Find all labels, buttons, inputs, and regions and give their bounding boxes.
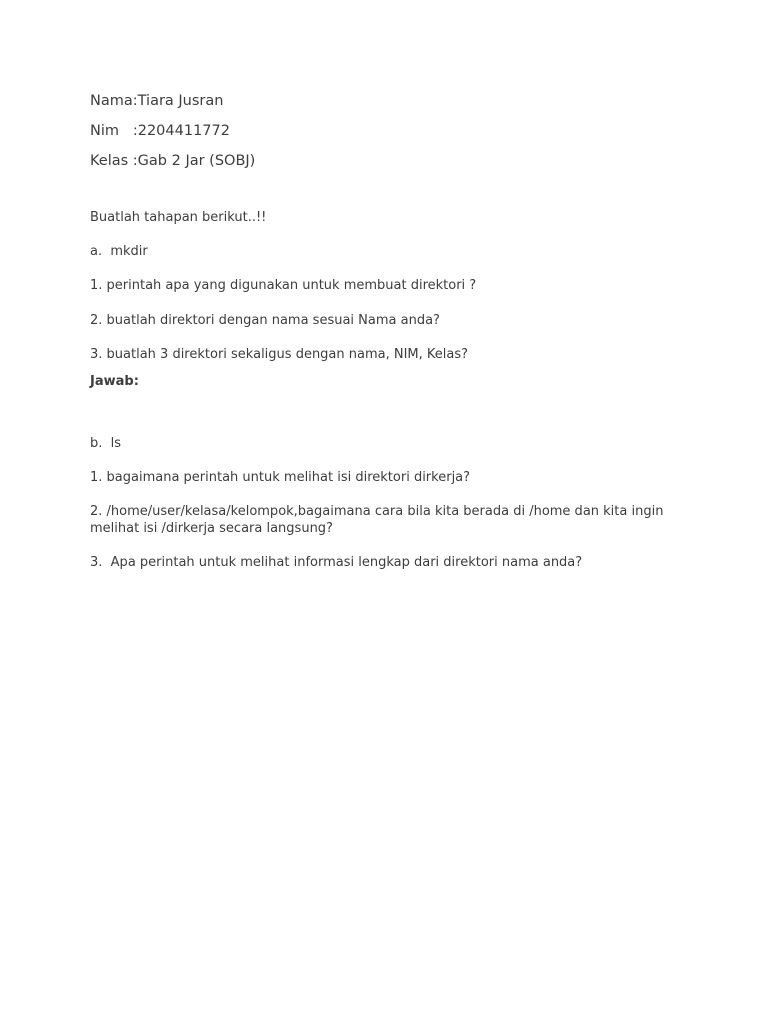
- student-name: Nama:Tiara Jusran: [90, 93, 224, 109]
- section-a-question-3: 3. buatlah 3 direktori sekaligus dengan nama, NIM, Kelas?: [90, 347, 469, 362]
- section-a-question-2: 2. buatlah direktori dengan nama sesuai Nama anda?: [90, 313, 440, 328]
- section-b-title: b. ls: [90, 436, 122, 451]
- student-class: Kelas :Gab 2 Jar (SOBJ): [90, 153, 256, 169]
- answer-label: Jawab:: [90, 374, 139, 389]
- section-a-question-1: 1. perintah apa yang digunakan untuk membuat direktori ?: [90, 278, 477, 293]
- section-b-question-1: 1. bagaimana perintah untuk melihat isi direktori dirkerja?: [90, 470, 471, 485]
- section-b-question-2: 2. /home/user/kelasa/kelompok,bagaimana cara bila kita berada di /home dan kita ingin melihat isi /dirkerja secara langsung?: [90, 504, 664, 536]
- student-nim: Nim :2204411772: [90, 123, 230, 139]
- intro-instruction: Buatlah tahapan berikut..!!: [90, 210, 267, 225]
- section-b-question-3: 3. Apa perintah untuk melihat informasi lengkap dari direktori nama anda?: [90, 555, 583, 570]
- section-a-title: a. mkdir: [90, 244, 148, 259]
